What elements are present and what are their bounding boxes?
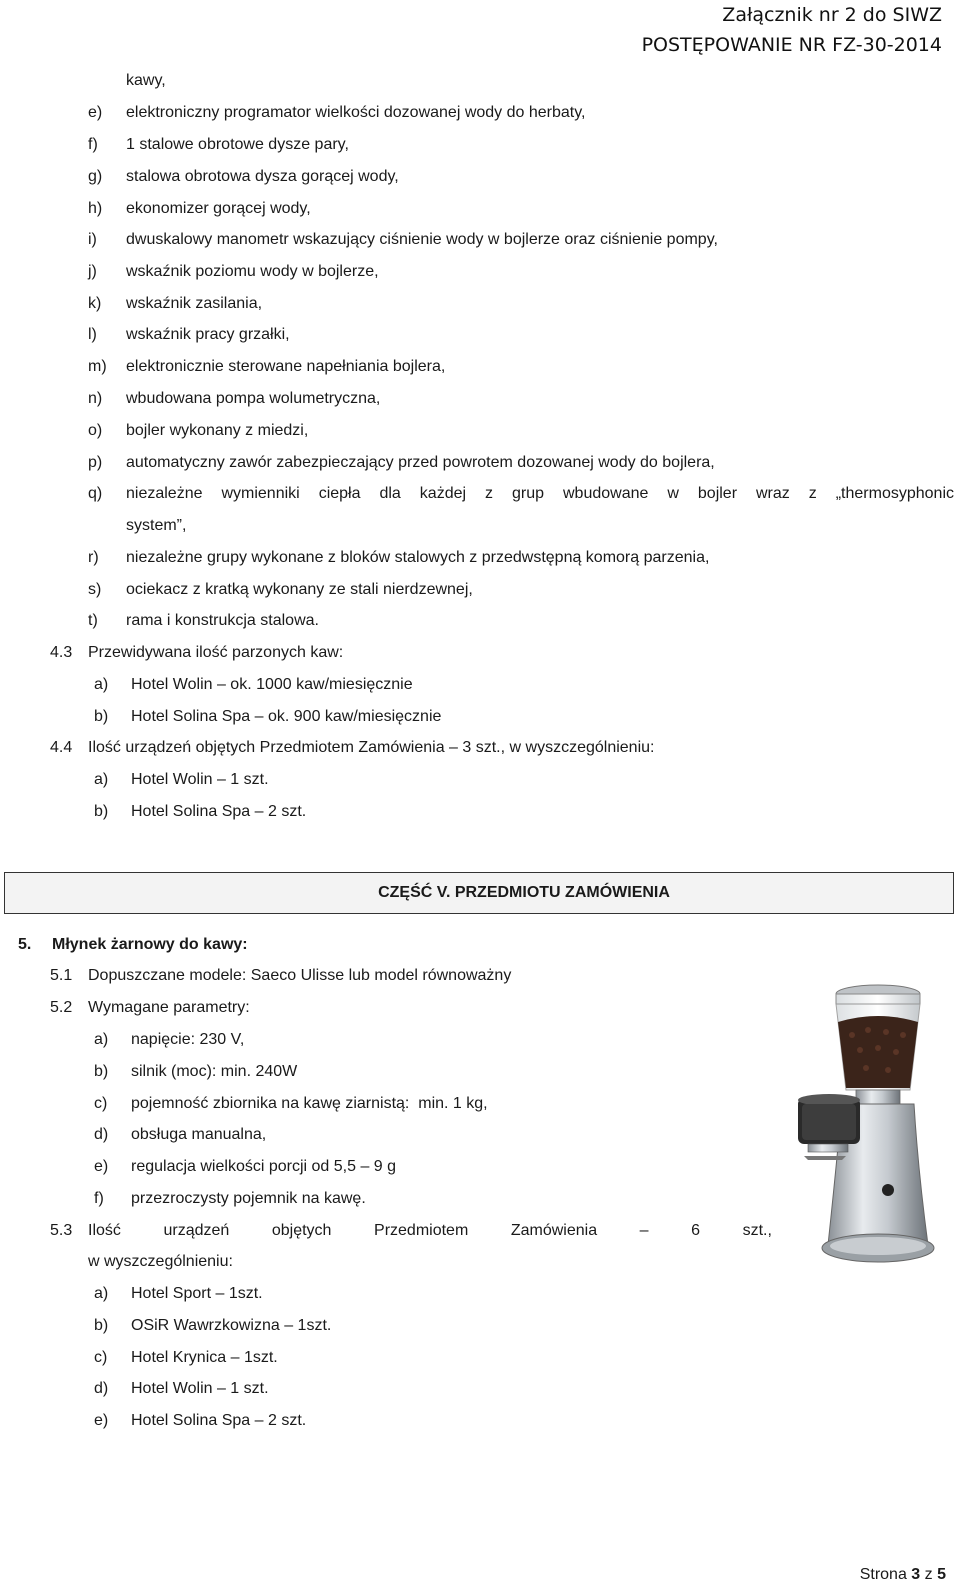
section-title: Wymagane parametry: [88, 999, 250, 1016]
word: Ilość [88, 1222, 121, 1239]
section-title: Ilość urządzeń objętych Przedmiotem Zamówienia – 3 szt., w wyszczególnieniu: [88, 739, 655, 756]
list-item-label: t) [88, 612, 98, 629]
section-title: Młynek żarnowy do kawy: [52, 936, 248, 953]
list-item-label: a) [94, 771, 109, 788]
page-footer [860, 1566, 946, 1584]
list-item-label: a) [94, 676, 109, 693]
list-item: Hotel Wolin – 1 szt. [131, 1380, 269, 1397]
list-item-label: k) [88, 295, 102, 312]
list-item: ociekacz z kratką wykonany ze stali nierdzewnej, [126, 581, 473, 598]
list-item: elektroniczny programator wielkości dozowanej wody do herbaty, [126, 104, 586, 121]
list-item-label: m) [88, 358, 107, 375]
list-item-label: e) [94, 1158, 109, 1175]
list-item: 1 stalowe obrotowe dysze pary, [126, 136, 349, 153]
list-item-label: q) [88, 485, 103, 502]
word: ciepła [318, 485, 361, 502]
list-item: Hotel Solina Spa – ok. 900 kaw/miesięcznie [131, 708, 442, 725]
page-prefix: Strona [859, 1566, 912, 1583]
list-item-label: h) [88, 200, 103, 217]
word: wymienniki [221, 485, 300, 502]
list-item: niezależne grupy wykonane z bloków stalowych z przedwstępną komorą parzenia, [126, 549, 710, 566]
list-item: rama i konstrukcja stalowa. [126, 612, 319, 629]
list-item: wskaźnik poziomu wody w bojlerze, [126, 263, 379, 280]
section-number: 5.2 [50, 999, 73, 1016]
word: 6 [691, 1222, 701, 1239]
page-separator: z [920, 1566, 938, 1583]
section-title: Przewidywana ilość parzonych kaw: [88, 644, 344, 661]
page-number: 3 [911, 1566, 921, 1583]
list-item: wskaźnik zasilania, [126, 295, 263, 312]
list-item-label: n) [88, 390, 103, 407]
list-item-label: p) [88, 454, 103, 471]
list-item-label: i) [88, 231, 97, 248]
word: bojler [697, 485, 738, 502]
list-item-label: d) [94, 1380, 109, 1397]
list-item: przezroczysty pojemnik na kawę. [131, 1190, 366, 1207]
list-item: wskaźnik pracy grzałki, [126, 326, 290, 343]
list-item: wbudowana pompa wolumetryczna, [126, 390, 381, 407]
word: każdej [419, 485, 467, 502]
list-item-label: g) [88, 168, 103, 185]
list-item-label: d) [94, 1126, 109, 1143]
list-item-label: e) [94, 1412, 109, 1429]
list-item: Hotel Solina Spa – 2 szt. [131, 803, 307, 820]
part-banner [4, 872, 954, 914]
list-item: ekonomizer gorącej wody, [126, 200, 311, 217]
list-item-label: b) [94, 803, 109, 820]
list-item-label: c) [94, 1095, 108, 1112]
list-item-label: r) [88, 549, 99, 566]
list-item-label: j) [88, 263, 97, 280]
quantity-statement-continuation: w wyszczególnieniu: [88, 1253, 233, 1270]
list-item: Hotel Wolin – ok. 1000 kaw/miesięcznie [131, 676, 413, 693]
quantity-statement [88, 1222, 772, 1240]
list-item: pojemność zbiornika na kawę ziarnistą: min. 1 kg, [131, 1095, 488, 1112]
allowed-models: Dopuszczane modele: Saeco Ulisse lub model równoważny [88, 967, 512, 984]
list-item: stalowa obrotowa dysza gorącej wody, [126, 168, 399, 185]
word: w [667, 485, 679, 502]
list-item-label: b) [94, 1063, 109, 1080]
word: – [639, 1222, 649, 1239]
attachment-label: Załącznik nr 2 do SIWZ [722, 4, 942, 26]
list-item: Hotel Solina Spa – 2 szt. [131, 1412, 307, 1429]
word: z [485, 485, 494, 502]
list-item: OSiR Wawrzkowizna – 1szt. [131, 1317, 332, 1334]
section-number: 5.1 [50, 967, 73, 984]
word: niezależne [126, 485, 203, 502]
list-item: Hotel Krynica – 1szt. [131, 1349, 278, 1366]
list-item-label: c) [94, 1349, 108, 1366]
list-item: elektronicznie sterowane napełniania bojlera, [126, 358, 446, 375]
list-item-label: l) [88, 326, 97, 343]
list-item-continuation: system”, [126, 517, 187, 534]
list-item-label: b) [94, 1317, 109, 1334]
list-item-label: f) [88, 136, 98, 153]
section-number: 5.3 [50, 1222, 73, 1239]
coffee-grinder-image [768, 980, 948, 1280]
word: grup [511, 485, 545, 502]
list-item-label: b) [94, 708, 109, 725]
list-item-label: a) [94, 1031, 109, 1048]
list-item-label: s) [88, 581, 102, 598]
list-item: dwuskalowy manometr wskazujący ciśnienie wody w bojlerze oraz ciśnienie pompy, [126, 231, 718, 248]
word: z [808, 485, 817, 502]
list-item-continuation: kawy, [126, 72, 166, 89]
section-number: 4.4 [50, 739, 73, 756]
word: wraz [756, 485, 790, 502]
word: Przedmiotem [374, 1222, 469, 1239]
list-item: Hotel Sport – 1szt. [131, 1285, 263, 1302]
list-item: Hotel Wolin – 1 szt. [131, 771, 269, 788]
list-item-justified [126, 485, 954, 503]
word: urządzeń [163, 1222, 230, 1239]
list-item-label: f) [94, 1190, 104, 1207]
list-item-label: e) [88, 104, 103, 121]
word: objętych [271, 1222, 332, 1239]
part-title: CZĘŚĆ V. PRZEDMIOTU ZAMÓWIENIA [378, 884, 670, 901]
list-item: automatyczny zawór zabezpieczający przed powrotem dozowanej wody do bojlera, [126, 454, 715, 471]
word: wbudowane [562, 485, 649, 502]
section-number: 5. [18, 936, 32, 953]
list-item: obsługa manualna, [131, 1126, 267, 1143]
page-total: 5 [937, 1566, 946, 1583]
word: „thermosyphonic [835, 485, 954, 502]
procedure-number: POSTĘPOWANIE NR FZ-30-2014 [641, 34, 942, 56]
list-item-label: a) [94, 1285, 109, 1302]
word: Zamówienia [510, 1222, 598, 1239]
list-item: bojler wykonany z miedzi, [126, 422, 309, 439]
word: szt., [742, 1222, 772, 1239]
word: dla [379, 485, 401, 502]
list-item: regulacja wielkości porcji od 5,5 – 9 g [131, 1158, 397, 1175]
list-item: napięcie: 230 V, [131, 1031, 245, 1048]
list-item: silnik (moc): min. 240W [131, 1063, 298, 1080]
list-item-label: o) [88, 422, 103, 439]
document-header [642, 0, 942, 60]
section-number: 4.3 [50, 644, 73, 661]
